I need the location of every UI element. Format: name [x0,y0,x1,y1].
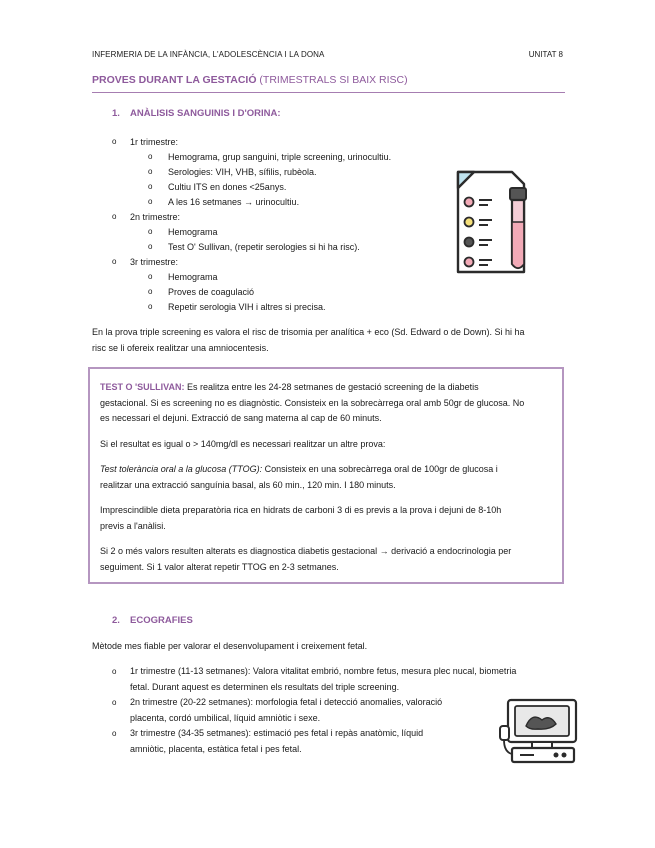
list-item-text: Proves de coagulació [168,287,255,297]
section-2-heading [112,615,193,626]
list-item-text: Serologies: VIH, VHB, sífilis, rubèola. [168,167,317,177]
ttog-paragraph [100,462,552,493]
bullet-icon: o [148,167,153,176]
box-text: es necessari el dejuni. Extracció de sang materna al cap de 60 minuts. [100,413,382,423]
page-title-sub: (TRIMESTRALS SI BAIX RISC) [256,74,408,86]
box-text: Es realitza entre les 24-28 setmanes de gestació screening de la diabetis [184,382,479,392]
list-item-text: 3r trimestre (34-35 setmanes): estimació pes fetal i repàs anatòmic, líquid [130,728,424,738]
list-item-text: 1r trimestre (11-13 setmanes): Valora vitalitat embrió, nombre fetus, mesura plec nucal, biometria [130,666,517,676]
ultrasound-machine-icon [498,696,582,768]
list-item-text: Hemograma, grup sanguini, triple screening, urinocultiu. [168,152,392,162]
ttog-title: Test tolerància oral a la glucosa (TTOG): [100,464,263,474]
section-1-number: 1. [112,108,120,119]
section-1-title: ANÀLISIS SANGUINIS I D'ORINA: [130,108,281,119]
note-line: En la prova triple screening es valora el risc de trisomia per analítica + eco (Sd. Edward o de Down). Si hi ha [92,327,525,337]
bullet-icon: o [112,698,117,707]
diet-paragraph [100,503,552,534]
group-label: 3r trimestre: [130,257,179,267]
list-item-text: Cultiu ITS en dones <25anys. [168,182,287,192]
list-item-text: Test O' Sullivan, (repetir serologies si hi ha risc). [168,242,360,252]
list-item-text: Hemograma [168,227,218,237]
bullet-icon: o [112,212,117,221]
bullet-icon: o [112,137,117,146]
box-text: Si 2 o més valors resulten alterats es diagnostica diabetis gestacional → derivació a endocrinologia per [100,546,512,556]
bullet-icon: o [148,182,153,191]
bullet-icon: o [112,257,117,266]
group-label: 2n trimestre: [130,212,181,222]
box-text: seguiment. Si 1 valor alterat repetir TTOG en 2-3 setmanes. [100,561,339,572]
bullet-icon: o [148,287,153,296]
section-2-title: ECOGRAFIES [130,615,193,626]
note-line: risc se li ofereix realitzar una amniocentesis. [92,343,269,353]
list-item-text: placenta, cordó umbilical, líquid amniòtic i sexe. [130,712,321,723]
box-text: Imprescindible dieta preparatòria rica en hidrats de carboni 3 di es previs a la prova i dejuni de 8-10h [100,505,502,515]
result-paragraph: Si el resultat es igual o > 140mg/dl es necessari realitzar un altre prova: [100,439,386,449]
box-text: realitzar una extracció sanguínia basal, als 60 min., 120 min. I 180 minuts. [100,479,396,490]
list-item-text: fetal. Durant aquest es determinen els resultats del triple screening. [130,681,400,692]
document-header-left: INFERMERIA DE LA INFÀNCIA, L'ADOLESCÈNCIA I LA DONA [92,50,325,59]
box-text: Consisteix en una sobrecàrrega oral de 100gr de glucosa i [262,464,498,474]
bullet-icon: o [148,242,153,251]
list-item-text: 2n trimestre (20-22 setmanes): morfologia fetal i detecció anomalies, valoració [130,697,443,707]
list-item-text: Repetir serologia VIH i altres si precisa. [168,302,326,312]
lab-report-blood-tube-icon [452,160,548,280]
list-item-text: Hemograma [168,272,218,282]
triple-screening-note [92,324,562,356]
page-title-main: PROVES DURANT LA GESTACIÓ [92,74,257,86]
list-item-text: A les 16 setmanes → urinocultiu. [168,197,300,207]
bullet-icon: o [148,272,153,281]
title-divider [92,92,565,93]
osullivan-title: TEST O 'SULLIVAN: [100,382,185,392]
section-2-number: 2. [112,615,120,626]
bullet-icon: o [148,302,153,311]
list-item-text: amniòtic, placenta, estàtica fetal i pes fetal. [130,743,302,754]
bullet-icon: o [148,197,153,206]
section-1-heading [112,108,281,119]
page-title [92,74,408,86]
bullet-icon: o [148,152,153,161]
diagnosis-paragraph [100,544,552,575]
document-header-right: UNITAT 8 [528,50,563,59]
bullet-icon: o [112,729,117,738]
group-label: 1r trimestre: [130,137,179,147]
box-text: gestacional. Si es screening no es diagnòstic. Consisteix en la sobrecàrrega oral amb 50gr de glucosa. No [100,397,525,408]
osullivan-paragraph [100,380,552,427]
ecografies-intro: Mètode mes fiable per valorar el desenvolupament i creixement fetal. [92,641,368,651]
bullet-icon: o [112,667,117,676]
box-text: previs a l'anàlisi. [100,520,166,531]
bullet-icon: o [148,227,153,236]
